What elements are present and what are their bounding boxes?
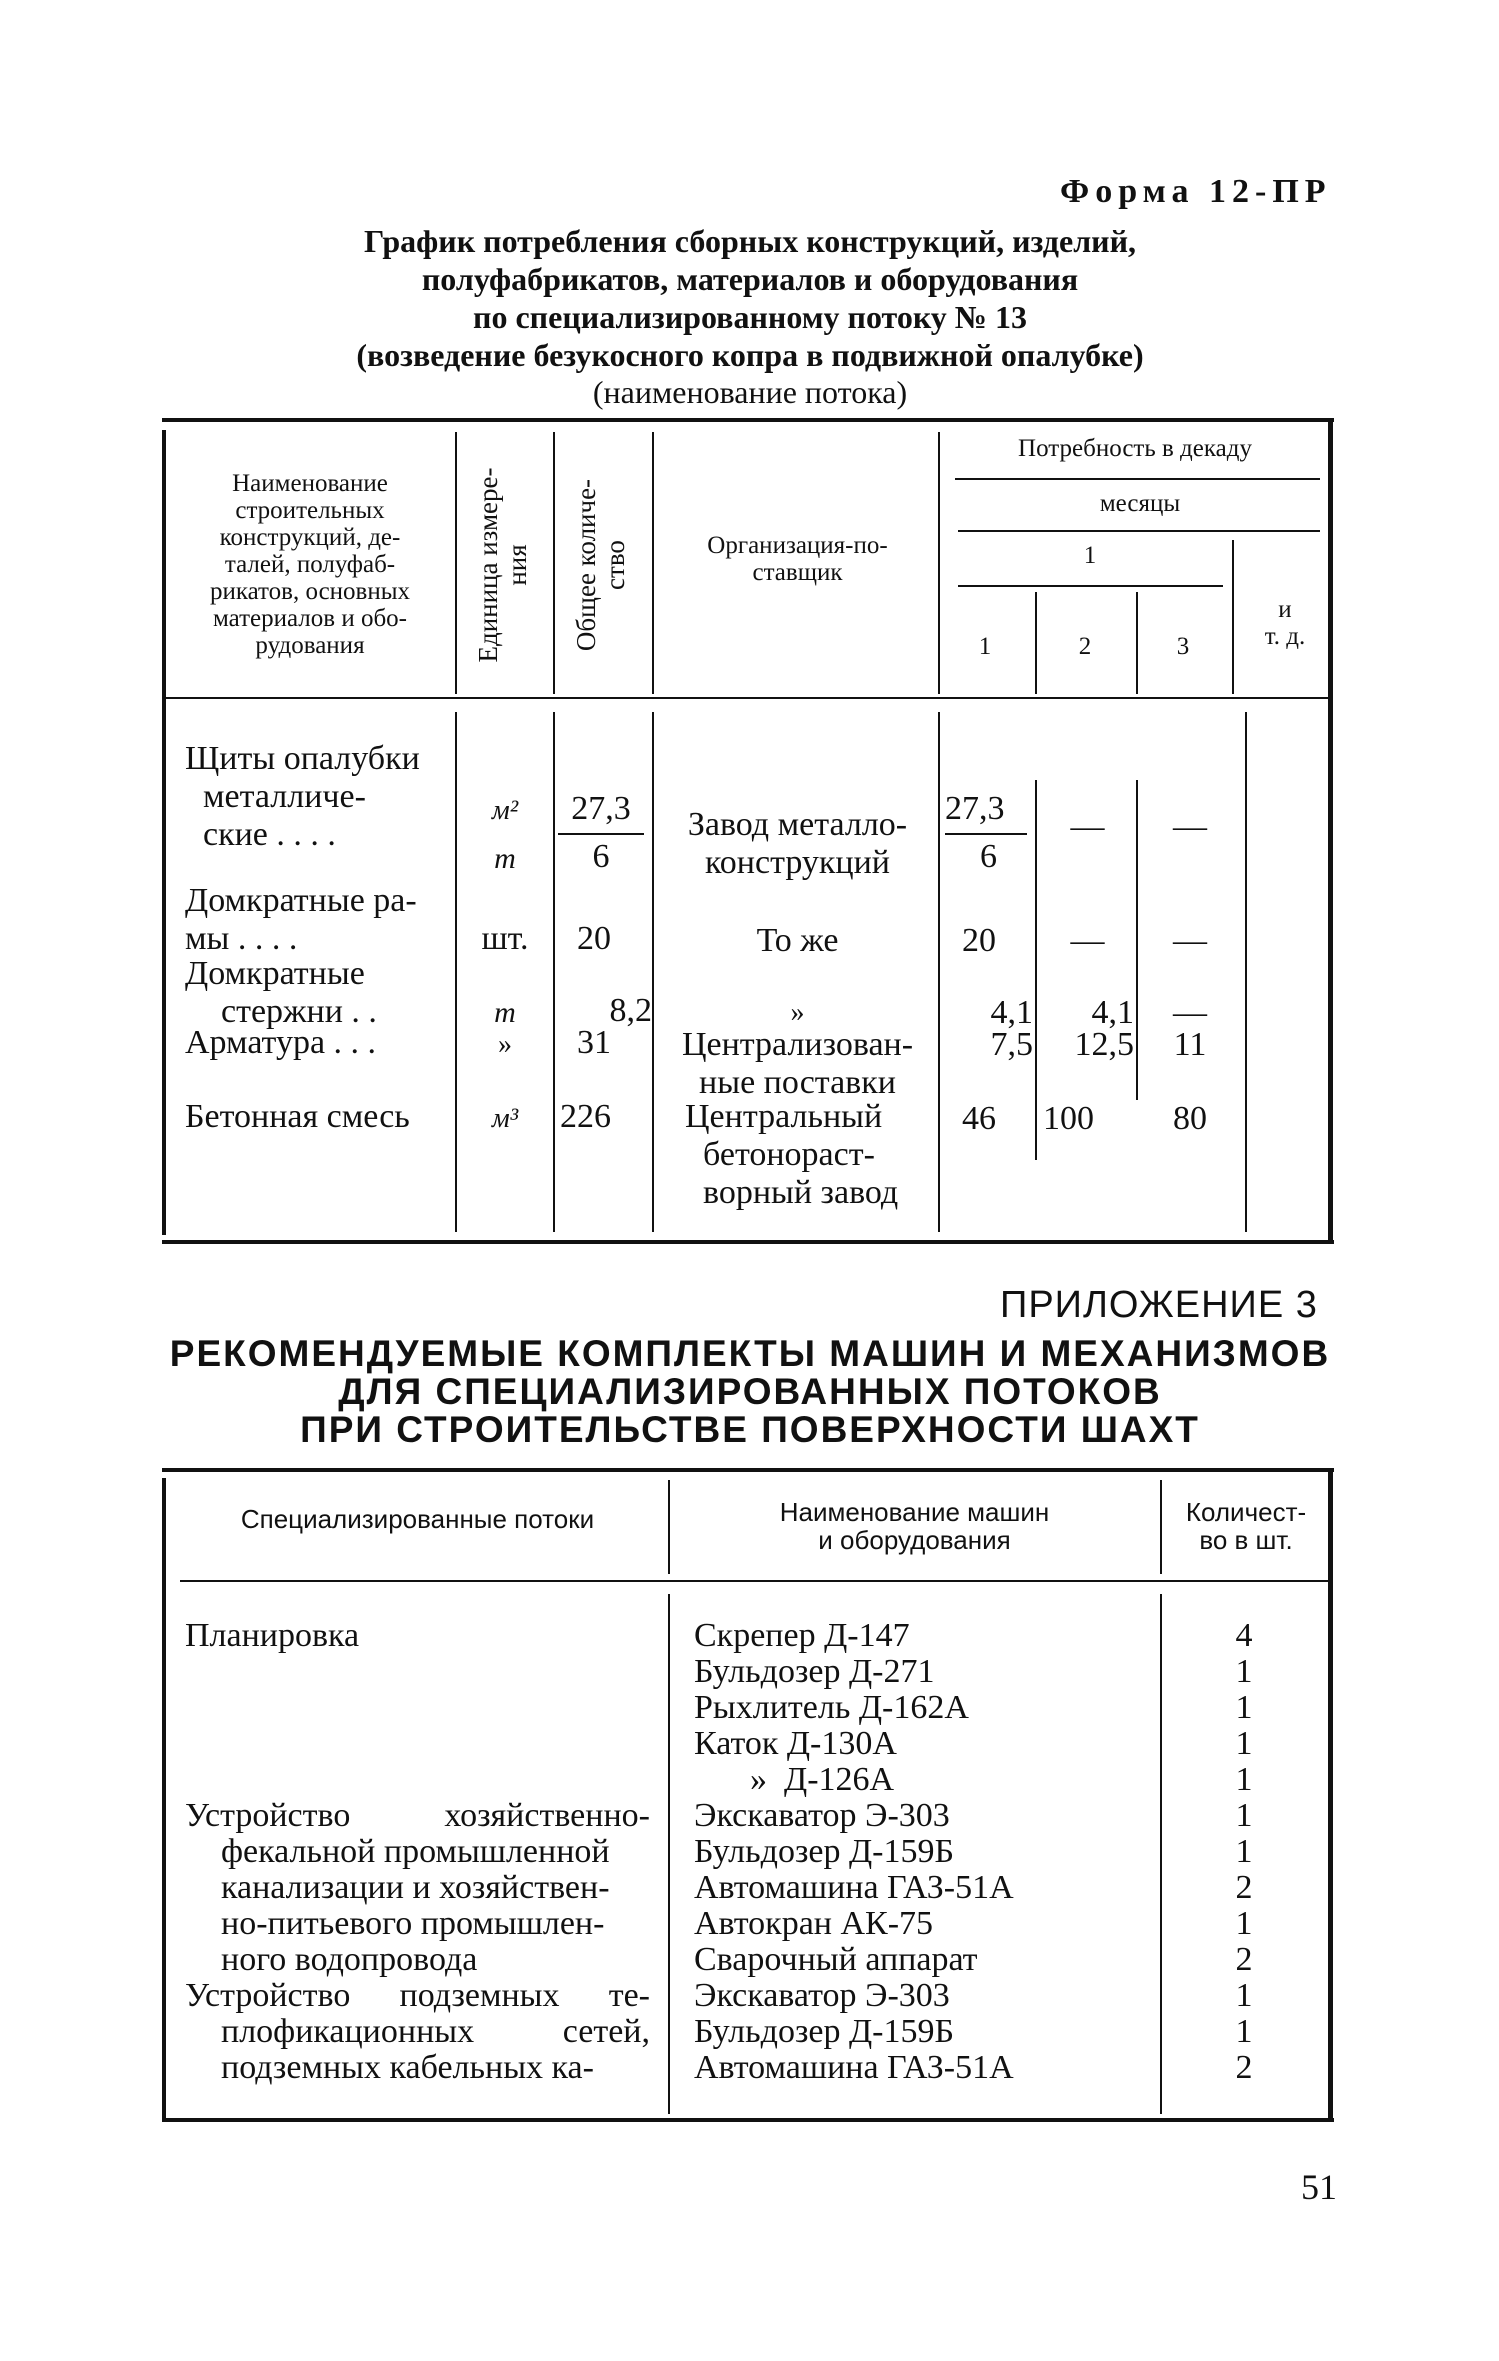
- row-3-decade-2: 4,1: [1091, 994, 1134, 1031]
- header-decade-2: 2: [1078, 633, 1092, 660]
- row-1-decade-2: —: [1070, 808, 1105, 845]
- header-name: Наименование строительных конструкций, де- талей, полуфаб- рикатов, основных материалов и обо- рудования: [209, 470, 411, 659]
- machine-item: Бульдозер Д-271: [694, 1653, 935, 1690]
- machine-item: Рыхлитель Д-162А: [694, 1689, 969, 1726]
- header-flows: Специализированные потоки: [240, 1504, 595, 1534]
- quantity-item: 4: [1235, 1617, 1253, 1654]
- quantity-list: [1164, 1618, 1324, 2086]
- row-1-unit-a: м²: [491, 795, 519, 826]
- form-label: Форма 12-ПР: [1060, 173, 1332, 210]
- row-4-unit: »: [498, 1029, 512, 1060]
- quantity-item: 1: [1235, 1833, 1253, 1870]
- quantity-item: 1: [1235, 1761, 1253, 1798]
- header-etc: и т. д.: [1264, 596, 1306, 650]
- machine-item: Бульдозер Д-159Б: [694, 1833, 955, 1870]
- row-5-supplier: Центральный бетонораст- ворный завод: [685, 1098, 899, 1211]
- header-supplier: Организация-по- ставщик: [707, 532, 888, 586]
- row-2-total: 20: [577, 920, 611, 957]
- row-4-decade-3: 11: [1173, 1026, 1207, 1063]
- quantity-item: 1: [1235, 1689, 1253, 1726]
- row-5-total: 226: [560, 1098, 611, 1135]
- machine-item: Экскаватор Э-303: [694, 1797, 950, 1834]
- quantity-item: 2: [1235, 1941, 1253, 1978]
- row-1-name: Щиты опалубки металличе- ские . . . .: [185, 740, 420, 853]
- header-unit: Единица измере- ния: [473, 467, 532, 663]
- machine-item: Автокран АК-75: [694, 1905, 934, 1942]
- row-2-decade-1: 20: [962, 922, 996, 959]
- row-1-total-b: 6: [592, 838, 610, 875]
- row-1-decade-1-a: 27,3: [945, 790, 1005, 827]
- machine-item: Экскаватор Э-303: [694, 1977, 950, 2014]
- quantity-item: 1: [1235, 1725, 1253, 1762]
- row-1-supplier: Завод металло- конструкций: [687, 806, 908, 881]
- row-5-name: Бетонная смесь: [185, 1098, 410, 1135]
- page-number: 51: [1301, 2167, 1337, 2207]
- header-decade-1: 1: [978, 633, 992, 660]
- header-decade-3: 3: [1176, 633, 1190, 660]
- quantity-item: 1: [1235, 1905, 1253, 1942]
- row-4-name: Арматура . . .: [185, 1024, 377, 1061]
- machine-item: Сварочный аппарат: [694, 1941, 978, 1978]
- row-5-unit: м³: [491, 1103, 519, 1134]
- row-3-decade-3: —: [1173, 994, 1207, 1031]
- quantity-item: 2: [1235, 1869, 1253, 1906]
- header-quantity: Количест- во в шт.: [1185, 1497, 1307, 1555]
- machine-item: Скрепер Д-147: [694, 1617, 910, 1654]
- header-month-1: 1: [1083, 542, 1097, 569]
- row-3-unit: т: [494, 996, 516, 1029]
- row-1-decade-3: —: [1173, 808, 1207, 845]
- row-2-unit: шт.: [481, 920, 529, 957]
- row-4-supplier: Централизован- ные поставки: [681, 1026, 914, 1101]
- flow-heating: Устройство подземных те- плофикационных сетей, подземных кабельных ка-: [185, 1977, 650, 2086]
- quantity-item: 1: [1235, 1653, 1253, 1690]
- row-3-total: 8,2: [609, 992, 652, 1029]
- header-machine: Наименование машин и оборудования: [779, 1497, 1050, 1555]
- row-3-decade-1: 4,1: [990, 994, 1033, 1031]
- flow-sewerage: Устройство хозяйственно- фекальной промышленной канализации и хозяйствен- но-питьевого промышлен- ного водопровода: [185, 1797, 650, 1978]
- row-2-supplier: То же: [756, 922, 839, 959]
- row-5-decade-2: 100: [1043, 1100, 1094, 1137]
- row-4-decade-2: 12,5: [1074, 1026, 1134, 1063]
- header-demand: Потребность в декаду: [1018, 435, 1252, 462]
- machine-item: Автомашина ГАЗ-51А: [694, 1869, 1014, 1906]
- row-2-decade-2: —: [1070, 922, 1105, 959]
- machine-item: Бульдозер Д-159Б: [694, 2013, 955, 2050]
- row-2-name: Домкратные ра- мы . . . .: [185, 882, 417, 957]
- machine-item: Каток Д-130А: [694, 1725, 897, 1762]
- row-5-decade-3: 80: [1173, 1100, 1207, 1137]
- quantity-item: 2: [1235, 2049, 1253, 2086]
- header-total: Общее количе- ство: [571, 478, 630, 652]
- row-1-unit-b: т: [494, 842, 516, 875]
- row-4-total: 31: [577, 1024, 611, 1061]
- row-4-decade-1: 7,5: [990, 1026, 1033, 1063]
- machine-item: » Д-126А: [750, 1761, 895, 1798]
- row-5-decade-1: 46: [962, 1100, 996, 1137]
- row-1-total-a: 27,3: [571, 790, 631, 827]
- header-months: месяцы: [1099, 490, 1181, 517]
- flow-planning: Планировка: [185, 1617, 360, 1654]
- row-2-decade-3: —: [1173, 922, 1207, 959]
- row-1-decade-1-b: 6: [980, 838, 997, 875]
- quantity-item: 1: [1235, 1977, 1253, 2014]
- row-3-supplier: »: [790, 997, 805, 1028]
- schedule-subtitle: (наименование потока): [592, 374, 908, 410]
- machine-list: [694, 1618, 1014, 2086]
- quantity-item: 1: [1235, 2013, 1253, 2050]
- appendix-title: РЕКОМЕНДУЕМЫЕ КОМПЛЕКТЫ МАШИН И МЕХАНИЗМОВ ДЛЯ СПЕЦИАЛИЗИРОВАННЫХ ПОТОКОВ ПРИ СТРОИТЕЛЬСТВЕ ПОВЕРХНОСТИ ШАХТ: [169, 1333, 1331, 1450]
- machine-item: Автомашина ГАЗ-51А: [694, 2049, 1014, 2086]
- appendix-number: ПРИЛОЖЕНИЕ 3: [1000, 1284, 1318, 1326]
- quantity-item: 1: [1235, 1797, 1253, 1834]
- row-3-name: Домкратные стержни . .: [185, 955, 377, 1030]
- schedule-title: График потребления сборных конструкций, изделий, полуфабрикатов, материалов и оборудования по специализированному потоку № 13 (возведение безукосного копра в подвижной опалубке): [356, 223, 1144, 373]
